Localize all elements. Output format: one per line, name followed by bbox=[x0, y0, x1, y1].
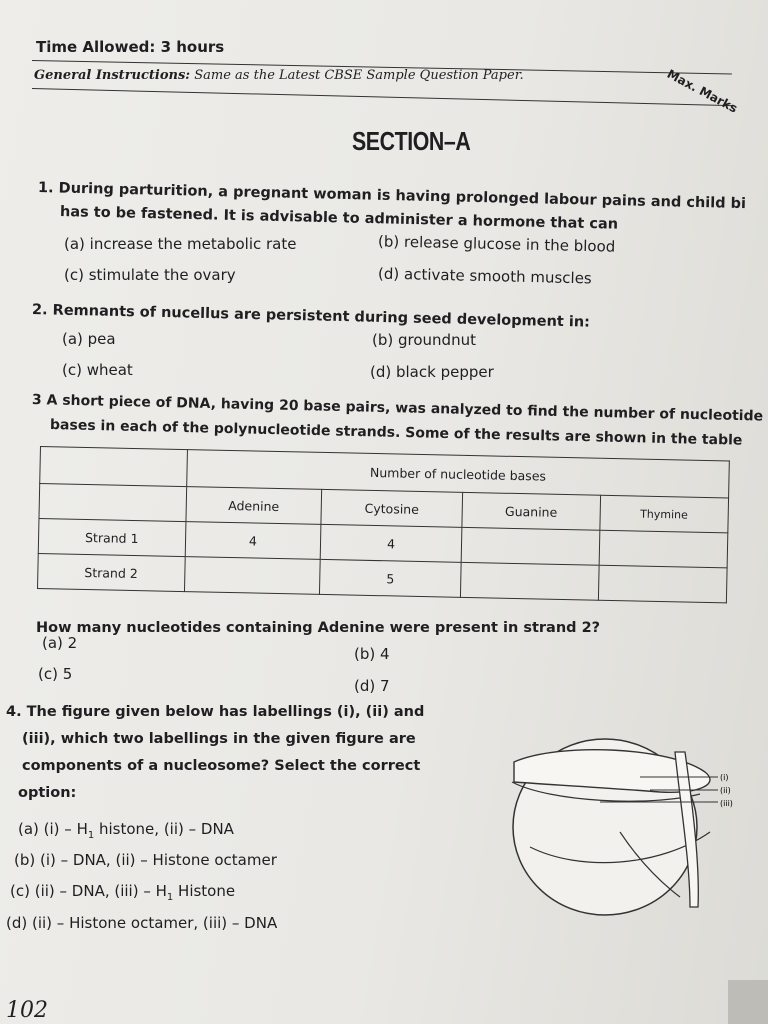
col-cytosine: Cytosine bbox=[321, 489, 463, 527]
q4-line4: option: bbox=[18, 785, 77, 801]
nucleosome-figure bbox=[500, 722, 745, 922]
q3-option-b: (b) 4 bbox=[354, 645, 390, 663]
q4-line1: 4. The figure given below has labellings (i), (ii) and bbox=[6, 704, 425, 720]
col-guanine: Guanine bbox=[462, 492, 600, 530]
q1-option-a: (a) increase the metabolic rate bbox=[64, 235, 297, 253]
q4-option-d: (d) (ii) – Histone octamer, (iii) – DNA bbox=[6, 914, 278, 932]
q2-option-b: (b) groundnut bbox=[372, 331, 476, 349]
section-title: SECTION–A bbox=[352, 126, 471, 156]
q3-option-d: (d) 7 bbox=[354, 677, 390, 695]
q1-option-c: (c) stimulate the ovary bbox=[64, 266, 236, 284]
cell-thymine bbox=[598, 565, 727, 603]
q3-question: How many nucleotides containing Adenine were present in strand 2? bbox=[36, 620, 601, 636]
table-corner-cell bbox=[40, 447, 188, 487]
cell-guanine bbox=[461, 527, 599, 565]
q4-option-c-pre: (c) (ii) – DNA, (iii) – H bbox=[10, 882, 167, 900]
q2-line1: 2. Remnants of nucellus are persistent during seed development in: bbox=[31, 302, 591, 331]
q4-option-c bbox=[10, 882, 235, 903]
nucleotide-table bbox=[37, 446, 730, 603]
cell-adenine: 4 bbox=[185, 522, 321, 560]
table-empty-cell bbox=[39, 484, 187, 522]
instructions-label: General Instructions: bbox=[34, 68, 191, 83]
row-label: Strand 2 bbox=[38, 553, 186, 591]
q4-line3: components of a nucleosome? Select the correct bbox=[22, 758, 421, 774]
page-edge-shadow bbox=[728, 980, 768, 1024]
q3-line1: 3 A short piece of DNA, having 20 base pairs, was analyzed to find the number of nucleotide bbox=[31, 392, 764, 425]
row-label: Strand 1 bbox=[38, 518, 186, 556]
col-thymine: Thymine bbox=[599, 495, 728, 533]
col-adenine: Adenine bbox=[186, 487, 322, 525]
cell-cytosine: 4 bbox=[320, 524, 462, 562]
general-instructions bbox=[34, 68, 524, 83]
q4-option-a-sub: 1 bbox=[87, 830, 95, 841]
q3-line2: bases in each of the polynucleotide strands. Some of the results are shown in the table bbox=[49, 417, 743, 449]
q4-option-c-post: Histone bbox=[173, 882, 236, 900]
q2-option-c: (c) wheat bbox=[62, 361, 133, 379]
q4-line2: (iii), which two labellings in the given figure are bbox=[22, 731, 416, 747]
header-rule-bottom bbox=[32, 88, 732, 106]
q3-option-c: (c) 5 bbox=[38, 665, 73, 683]
time-allowed: Time Allowed: 3 hours bbox=[36, 38, 225, 56]
q4-option-a-pre: (a) (i) – H bbox=[18, 820, 88, 838]
q2-option-a: (a) pea bbox=[62, 330, 116, 348]
cell-thymine bbox=[599, 530, 728, 568]
q1-line2: has to be fastened. It is advisable to administer a hormone that can bbox=[59, 204, 619, 233]
figure-label-ii: (ii) bbox=[720, 786, 731, 795]
instructions-text: Same as the Latest CBSE Sample Question Paper. bbox=[194, 68, 524, 83]
q1-line1: 1. During parturition, a pregnant woman is having prolonged labour pains and child bi bbox=[37, 180, 747, 213]
q4-option-c-sub: 1 bbox=[166, 892, 174, 903]
cell-guanine bbox=[461, 562, 599, 600]
q2-option-d: (d) black pepper bbox=[370, 363, 494, 381]
cell-cytosine: 5 bbox=[319, 559, 461, 597]
q4-option-b: (b) (i) – DNA, (ii) – Histone octamer bbox=[14, 851, 277, 869]
q1-option-d: (d) activate smooth muscles bbox=[377, 264, 592, 288]
table-header: Number of nucleotide bases bbox=[187, 450, 730, 498]
figure-label-i: (i) bbox=[720, 773, 729, 782]
q1-option-b: (b) release glucose in the blood bbox=[377, 232, 616, 256]
figure-label-iii: (iii) bbox=[720, 799, 733, 808]
q4-option-a-post: histone, (ii) – DNA bbox=[94, 820, 234, 838]
cell-adenine bbox=[184, 557, 320, 595]
q4-option-a bbox=[18, 820, 234, 841]
max-marks: Max. Marks bbox=[664, 66, 740, 116]
page-number: 102 bbox=[6, 998, 48, 1023]
q3-option-a: (a) 2 bbox=[42, 634, 78, 652]
